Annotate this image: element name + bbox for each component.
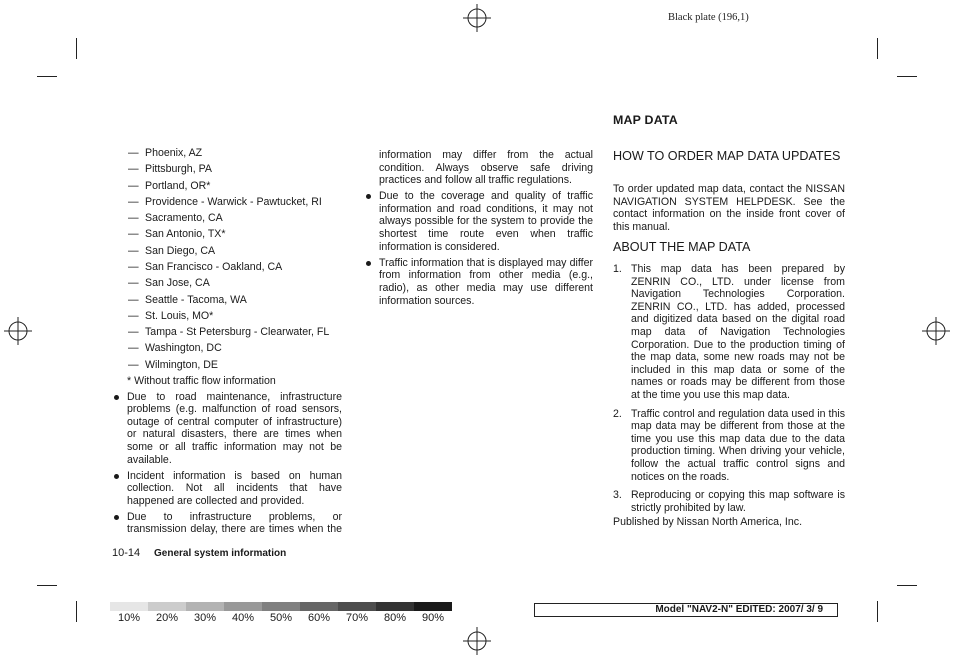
crop-mark — [76, 38, 77, 59]
city-name: San Diego, CA — [145, 244, 216, 257]
city-list-item — [112, 196, 342, 209]
column-left — [112, 147, 342, 540]
list-text: Traffic control and regulation data used in this map data may be different from those at the time you use this map data due to the data production timing. When driving your vehicle, follow the actual traffic control signs and notices on the roads. — [631, 407, 845, 483]
city-list — [112, 147, 342, 371]
city-name: Seattle - Tacoma, WA — [145, 293, 247, 306]
dash-marker: — — [128, 342, 139, 355]
city-list-item — [112, 342, 342, 355]
list-item — [613, 408, 845, 484]
city-list-item — [112, 277, 342, 290]
percent-label: 10% — [117, 612, 141, 624]
city-name: Portland, OR* — [145, 179, 211, 192]
dash-marker: — — [128, 309, 139, 322]
percent-label: 70% — [345, 612, 369, 624]
gray-swatch — [262, 602, 300, 611]
bullet-dot-icon — [114, 474, 119, 479]
list-number: 1. — [613, 263, 622, 275]
dash-marker: — — [128, 277, 139, 290]
crop-mark — [37, 585, 57, 586]
city-list-item — [112, 261, 342, 274]
bullet-text: Traffic information that is displayed may differ from information from other media (e.g., radio), as other media may use different information sources. — [379, 256, 593, 307]
bullet-dot-icon — [114, 515, 119, 520]
crop-mark — [37, 76, 57, 77]
gray-swatch — [148, 602, 186, 611]
crop-mark — [76, 601, 77, 622]
order-paragraph: To order updated map data, contact the NISSAN NAVIGATION SYSTEM HELPDESK. See the contact information on the inside front cover of this manual. — [613, 183, 845, 233]
gray-swatch — [338, 602, 376, 611]
percent-label: 50% — [269, 612, 293, 624]
column-middle — [364, 149, 593, 311]
registration-mark-left — [4, 317, 32, 345]
city-name: Tampa - St Petersburg - Clearwater, FL — [145, 326, 330, 339]
dash-marker: — — [128, 244, 139, 257]
page-number: 10-14 — [112, 547, 141, 559]
registration-mark-right — [922, 317, 950, 345]
city-list-item — [112, 180, 342, 193]
crop-mark — [877, 601, 878, 622]
bullet-dot-icon — [366, 261, 371, 266]
percent-label: 20% — [155, 612, 179, 624]
bullet-item — [112, 391, 342, 467]
city-list-item — [112, 147, 342, 160]
city-list-item — [112, 245, 342, 258]
bullet-text: Incident information is based on human collection. Not all incidents that have happened are collected and provided. — [127, 469, 342, 507]
list-text: This map data has been prepared by ZENRIN CO., LTD. under license from Navigation Technologies Corporation. ZENRIN CO., LTD. has added, processed and digitized data based on the digital road map data of Navigation Technologies Corporation. Due to the production timing of the map data, some new roads may not be included in this map data or some of the names or roads may be different from those at the time you use this map data. — [631, 263, 845, 401]
gray-swatch — [300, 602, 338, 611]
city-list-item — [112, 163, 342, 176]
page-title: General system information — [154, 548, 287, 559]
city-list-item — [112, 212, 342, 225]
bullet-text: Due to road maintenance, infrastructure problems (e.g. malfunction of road sensors, outage of central computer of infrastructure) or natural disasters, there are times when some or all traffic information may not be available. — [127, 390, 342, 466]
list-number: 3. — [613, 489, 622, 502]
continued-text: information may differ from the actual condition. Always observe safe driving practices and follow all traffic regulations. — [379, 149, 593, 187]
city-name: Pittsburgh, PA — [145, 163, 212, 176]
list-item — [613, 263, 845, 402]
gray-swatch — [224, 602, 262, 611]
bullet-dot-icon — [114, 395, 119, 400]
model-edit-box: Model "NAV2-N" EDITED: 2007/ 3/ 9 — [534, 603, 838, 617]
percent-label: 60% — [307, 612, 331, 624]
list-item — [613, 489, 845, 514]
about-heading: ABOUT THE MAP DATA — [613, 240, 751, 254]
gray-swatch — [110, 602, 148, 611]
dash-marker: — — [128, 228, 139, 241]
registration-mark-top — [463, 4, 491, 32]
city-name: St. Louis, MO* — [145, 309, 214, 322]
percent-label: 90% — [421, 612, 445, 624]
dash-marker: — — [128, 163, 139, 176]
percent-label: 40% — [231, 612, 255, 624]
gray-swatch — [414, 602, 452, 611]
percent-label: 30% — [193, 612, 217, 624]
dash-marker: — — [128, 147, 139, 159]
bullet-item — [112, 470, 342, 508]
gray-scale-bar — [110, 602, 452, 611]
city-name: Sacramento, CA — [145, 212, 223, 225]
gray-swatch — [186, 602, 224, 611]
gray-scale-labels — [110, 612, 452, 624]
bullet-text: Due to the coverage and quality of traffic information and road conditions, it may not always possible for the system to provide the shortest time route even when traffic information is considered. — [379, 190, 593, 253]
city-name: San Francisco - Oakland, CA — [145, 260, 283, 273]
publisher-note: Published by Nissan North America, Inc. — [613, 516, 803, 528]
city-name: Washington, DC — [145, 342, 222, 355]
city-list-item — [112, 310, 342, 323]
city-name: Wilmington, DE — [145, 358, 218, 371]
city-name: San Antonio, TX* — [145, 228, 226, 241]
numbered-list — [613, 263, 845, 520]
dash-marker: — — [128, 293, 139, 306]
gray-swatch — [376, 602, 414, 611]
list-text: Reproducing or copying this map software is strictly prohibited by law. — [631, 489, 845, 514]
city-name: Providence - Warwick - Pawtucket, RI — [145, 195, 322, 208]
dash-marker: — — [128, 358, 139, 371]
crop-mark — [897, 585, 917, 586]
city-list-item — [112, 294, 342, 307]
bullet-dot-icon — [366, 194, 371, 199]
crop-mark — [897, 76, 917, 77]
bullet-item — [364, 257, 593, 307]
city-list-item — [112, 228, 342, 241]
registration-mark-bottom — [463, 627, 491, 655]
dash-marker: — — [128, 195, 139, 208]
city-list-item — [112, 359, 342, 372]
list-number: 2. — [613, 407, 622, 420]
dash-marker: — — [128, 260, 139, 273]
bullet-text: Due to infrastructure problems, or transmission delay, there are times when the — [127, 510, 342, 536]
city-name: San Jose, CA — [145, 277, 210, 290]
percent-label: 80% — [383, 612, 407, 624]
dash-marker: — — [128, 179, 139, 192]
crop-mark — [877, 38, 878, 59]
footnote: * Without traffic flow information — [127, 374, 276, 387]
bullet-item — [112, 511, 342, 536]
section-title: MAP DATA — [613, 113, 678, 127]
city-list-item — [112, 326, 342, 339]
dash-marker: — — [128, 212, 139, 225]
city-name: Phoenix, AZ — [145, 147, 203, 159]
dash-marker: — — [128, 326, 139, 339]
plate-label: Black plate (196,1) — [668, 12, 749, 23]
bullet-item — [364, 190, 593, 253]
order-heading: HOW TO ORDER MAP DATA UPDATES — [613, 149, 841, 163]
